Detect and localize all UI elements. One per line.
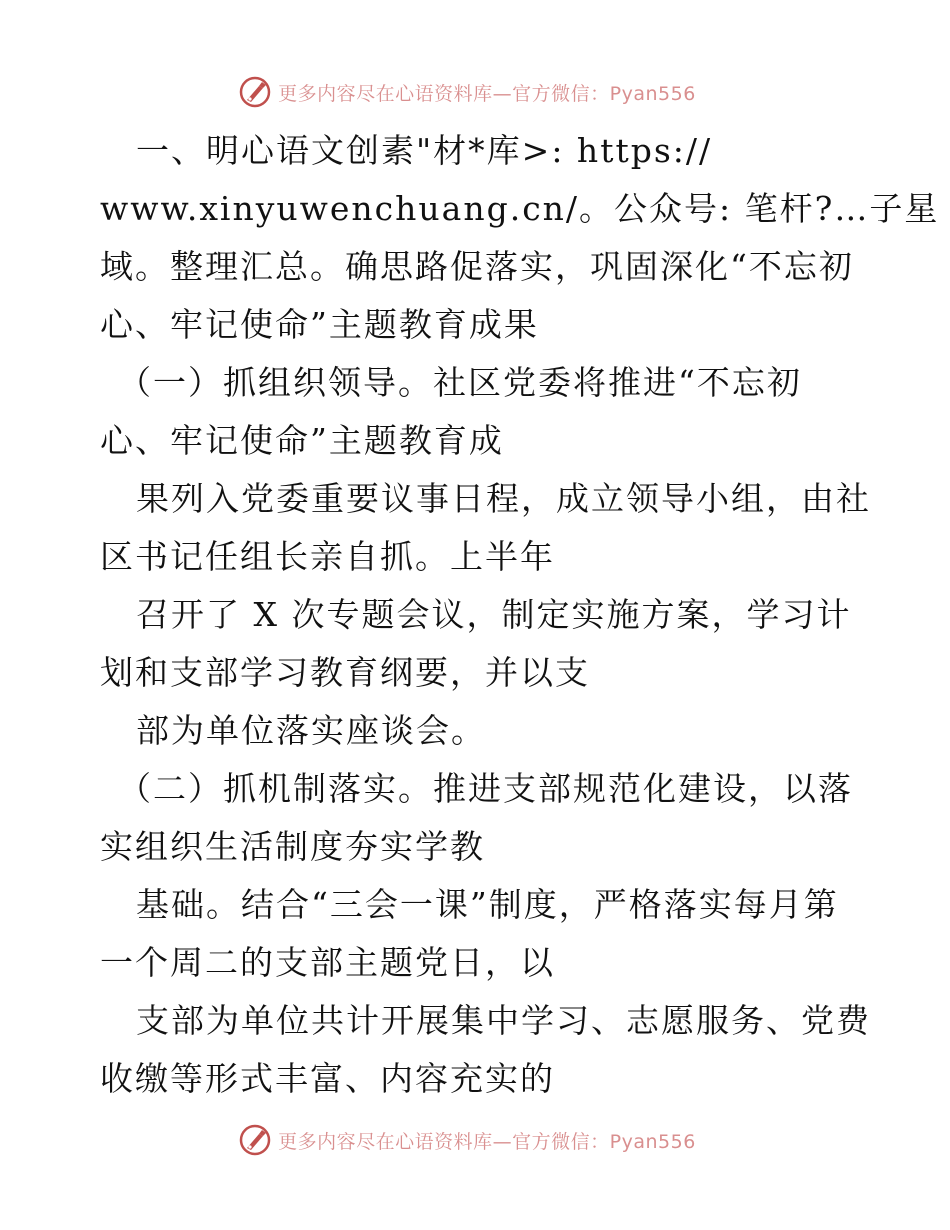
text-line: （二）抓机制落实。推进支部规范化建设，以落 [118, 769, 853, 808]
footer-banner [0, 1120, 950, 1160]
text-line: www.xinyuwenchuang.cn/。公众号: 笔杆?…子星 [100, 189, 940, 228]
pen-nib-circle-icon [238, 1123, 272, 1157]
text-line: 支部为单位共计开展集中学习、志愿服务、党费 [136, 1001, 871, 1040]
text-line: 基础。结合“三会一课”制度，严格落实每月第 [136, 885, 839, 924]
header-banner [0, 72, 950, 112]
text-line: 收缴等形式丰富、内容充实的 [100, 1059, 555, 1098]
text-line: 一、明心语文创素"材*库>: https:// [136, 131, 713, 170]
text-line: （一）抓组织领导。社区党委将推进“不忘初 [118, 363, 802, 402]
text-line: 实组织生活制度夯实学教 [100, 827, 485, 866]
text-line: 一个周二的支部主题党日，以 [100, 943, 555, 982]
text-line: 心、牢记使命”主题教育成果 [100, 305, 539, 344]
text-line: 划和支部学习教育纲要，并以支 [100, 653, 590, 692]
header-banner-text: 更多内容尽在心语资料库—官方微信：Pyan556 [278, 82, 696, 105]
text-line: 果列入党委重要议事日程，成立领导小组，由社 [136, 479, 871, 518]
text-line: 心、牢记使命”主题教育成 [100, 421, 504, 460]
text-line: 域。整理汇总。确思路促落实，巩固深化“不忘初 [100, 247, 854, 286]
text-line: 区书记任组长亲自抓。上半年 [100, 537, 555, 576]
pen-nib-circle-icon [238, 75, 272, 109]
footer-banner-text: 更多内容尽在心语资料库—官方微信：Pyan556 [278, 1130, 696, 1153]
text-line: 部为单位落实座谈会。 [136, 711, 486, 750]
text-line: 召开了 X 次专题会议，制定实施方案，学习计 [136, 595, 852, 634]
